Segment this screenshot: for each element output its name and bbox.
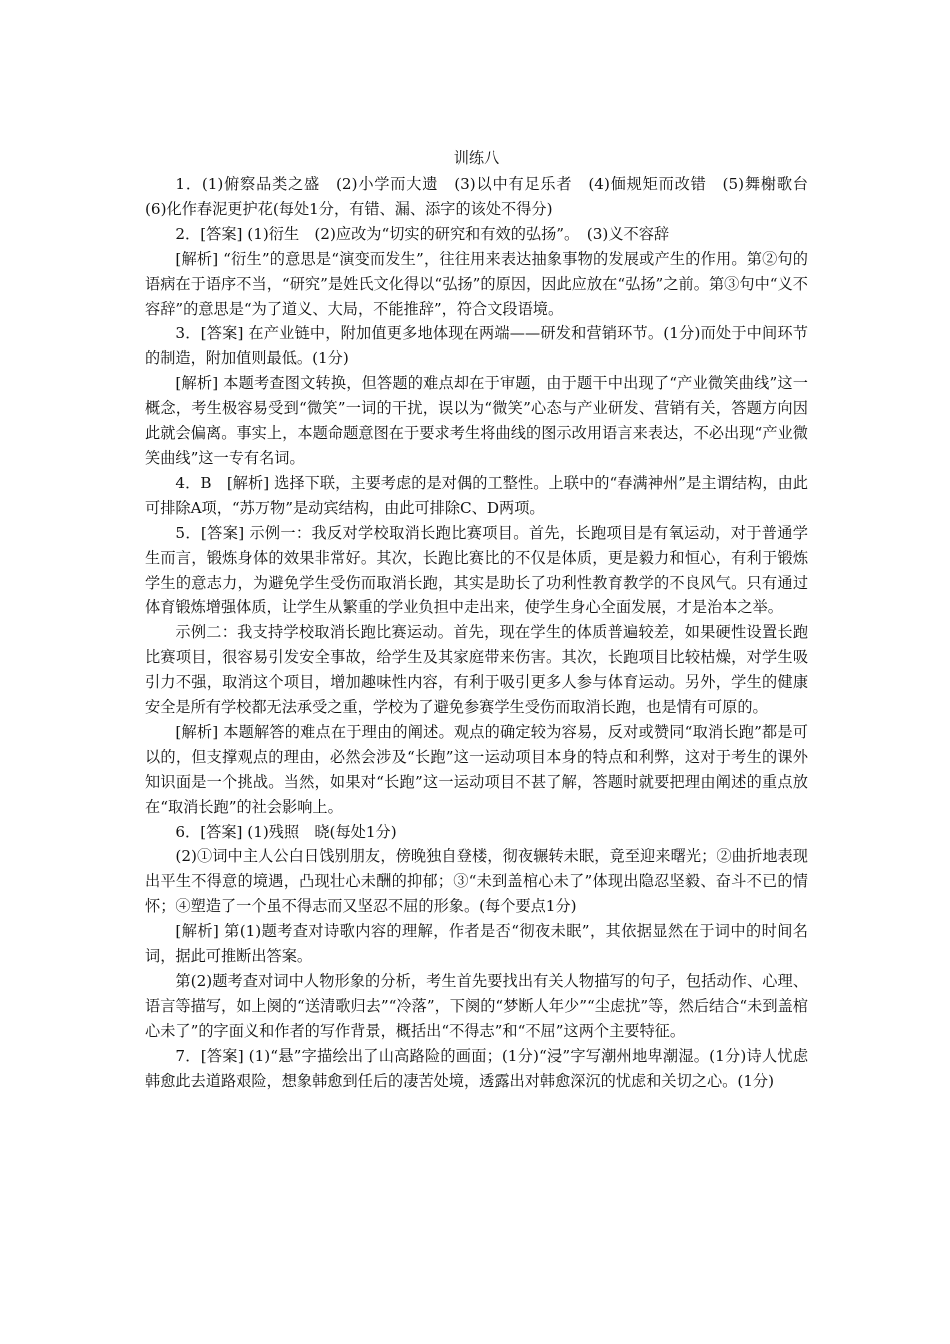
answer-6-part-1: 6．[答案] (1)残照 晓(每处1分) xyxy=(175,822,397,841)
answer-5-example-1: 5．[答案] 示例一：我反对学校取消长跑比赛项目。首先，长跑项目是有氧运动，对于普通学生而言，锻炼身体的效果非常好。其次，长跑比赛比的不仅是体质，更是毅力和恒心，有利于锻炼学生的意志力，为避免学生受伤而取消长跑，其实是助长了功利性教育教学的不良风气。只有通过体育锻炼增强体质，让学生从繁重的学业负担中走出来，使学生身心全面发展，才是治本之举。 xyxy=(145,523,808,617)
page-title: 训练八 xyxy=(453,149,500,167)
answer-3: 3．[答案] 在产业链中，附加值更多地体现在两端——研发和营销环节。(1分)而处于中间环节的制造，附加值则最低。(1分) xyxy=(145,324,808,368)
analysis-5: [解析] 本题解答的难点在于理由的阐述。观点的确定较为容易，反对或赞同“取消长跑”都是可以的，但支撑观点的理由，必然会涉及“长跑”这一运动项目本身的特点和利弊，这对于考生的课外知识面是一个挑战。当然，如果对“长跑”这一运动项目不甚了解，答题时就要把理由阐述的重点放在“取消长跑”的社会影响上。 xyxy=(145,722,808,816)
answer-6-part-2: (2)①词中主人公白日饯别朋友，傍晚独自登楼，彻夜辗转未眠，竟至迎来曙光；②曲折地表现出平生不得意的境遇，凸现壮心未酬的抑郁；③“未到盖棺心未了”体现出隐忍坚毅、奋斗不已的情怀；④塑造了一个虽不得志而又坚忍不屈的形象。(每个要点1分) xyxy=(145,847,808,916)
answer-5-example-2: 示例二：我支持学校取消长跑比赛运动。首先，现在学生的体质普遍较差，如果硬性设置长跑比赛项目，很容易引发安全事故，给学生及其家庭带来伤害。其次，长跑项目比较枯燥，对学生吸引力不强，取消这个项目，增加趣味性内容，有利于吸引更多人参与体育运动。另外，学生的健康安全是所有学校都无法承受之重，学校为了避免参赛学生受伤而取消长跑，也是情有可原的。 xyxy=(145,623,808,717)
analysis-2: [解析] “衍生”的意思是“演变而发生”，往往用来表达抽象事物的发展或产生的作用。第②句的语病在于语序不当，“研究”是姓氏文化得以“弘扬”的原因，因此应放在“弘扬”之前。第③句中“义不容辞”的意思是“为了道义、大局，不能推辞”，符合文段语境。 xyxy=(145,249,808,318)
answer-7: 7．[答案] (1)“悬”字描绘出了山高路险的画面；(1分)“浸”字写潮州地卑潮湿。(1分)诗人忧虑韩愈此去道路艰险，想象韩愈到任后的凄苦处境，透露出对韩愈深沉的忧虑和关切之心。(1分) xyxy=(145,1046,808,1090)
analysis-6-part-2: 第(2)题考查对词中人物形象的分析，考生首先要找出有关人物描写的句子，包括动作、心理、语言等描写，如上阕的“送清歌归去”“冷落”，下阕的“梦断人年少”“尘虑扰”等，然后结合“未到盖棺心未了”的字面义和作者的写作背景，概括出“不得志”和“不屈”这两个主要特征。 xyxy=(145,972,808,1040)
answer-4: 4．B [解析] 选择下联，主要考虑的是对偶的工整性。上联中的“春满神州”是主谓结构，由此可排除A项，“苏万物”是动宾结构，由此可排除C、D两项。 xyxy=(145,473,808,517)
answer-2: 2．[答案] (1)衍生 (2)应改为“切实的研究和有效的弘扬”。 (3)义不容辞 xyxy=(175,224,670,243)
answer-document xyxy=(145,146,824,1094)
answer-1: 1．(1)俯察品类之盛 (2)小学而大遗 (3)以中有足乐者 (4)偭规矩而改错 (5)舞榭歌台 (6)化作春泥更护花(每处1分，有错、漏、添字的该处不得分) xyxy=(145,175,824,218)
analysis-6-part-1: [解析] 第(1)题考查对诗歌内容的理解，作者是否“彻夜未眠”，其依据显然在于词中的时间名词，据此可推断出答案。 xyxy=(145,922,808,966)
analysis-3: [解析] 本题考查图文转换，但答题的难点却在于审题，由于题干中出现了“产业微笑曲线”这一概念，考生极容易受到“微笑”一词的干扰，误以为“微笑”心态与产业研发、营销有关，答题方向因此就会偏离。事实上，本题命题意图在于要求考生将曲线的图示改用语言来表达，不必出现“产业微笑曲线”这一专有名词。 xyxy=(145,374,808,467)
